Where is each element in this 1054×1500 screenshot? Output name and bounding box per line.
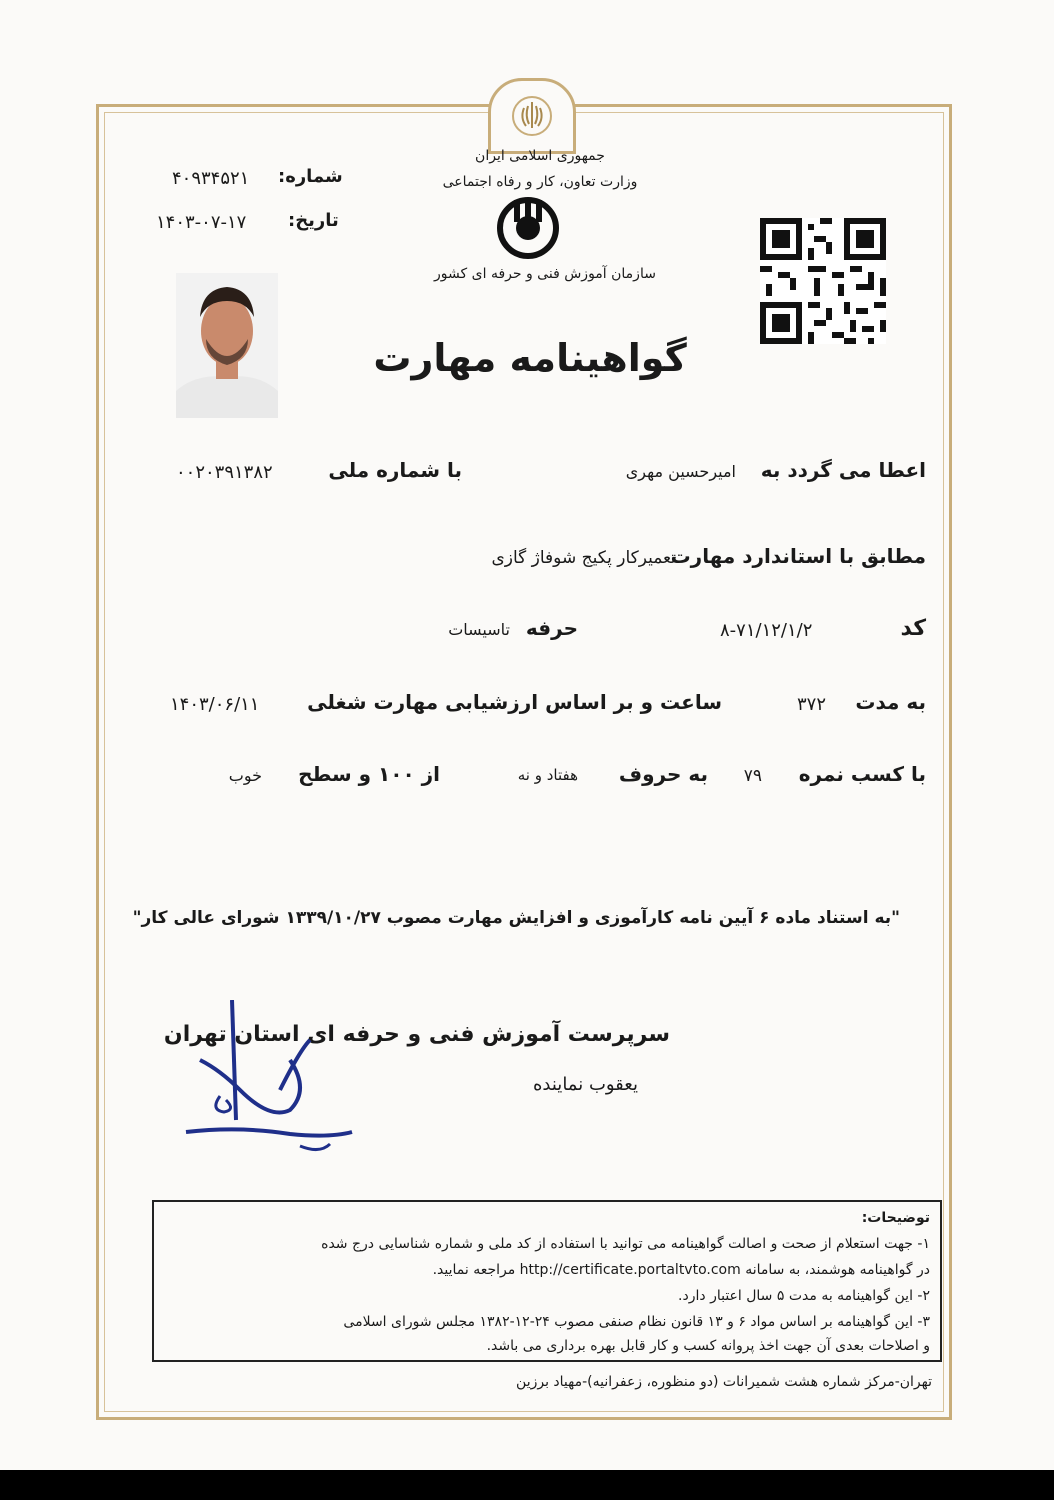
iran-emblem-icon [510,94,554,138]
tvto-logo-icon [488,196,568,260]
code-label: کد [900,616,926,641]
out-of-label: از ۱۰۰ و سطح [298,762,440,786]
signature [180,1000,360,1160]
note-line-5: و اصلاحات بعدی آن جهت اخذ پروانه کسب و کار قابل بهره برداری می باشد. [486,1338,930,1354]
profession-value: تاسیسات [448,620,510,639]
granted-label: اعطا می گردد به [760,458,926,482]
standard-value: تعمیرکار پکیج شوفاژ گازی [491,548,676,568]
note-line-4: ۳- این گواهینامه بر اساس مواد ۶ و ۱۳ قانون نظام صنفی مصوب ۲۴-۱۲-۱۳۸۲ مجلس شورای اسلامی [343,1314,930,1330]
qr-code [760,218,886,344]
score-label: با کسب نمره [798,762,926,786]
number-value: ۴۰۹۳۴۵۲۱ [172,168,250,189]
national-id-label: با شماره ملی [328,458,462,482]
hours-label: ساعت و بر اساس ارزشیابی مهارت شغلی [307,690,722,714]
in-words-label: به حروف [618,762,708,786]
iran-emblem [488,78,576,154]
note-line-1: ۱- جهت استعلام از صحت و اصالت گواهینامه می توانید با استفاده از کد ملی و شماره شناسایی درج شده [321,1236,930,1252]
code-value: ۸-۷۱/۱۲/۱/۲ [720,620,813,641]
date-value: ۱۴۰۳-۰۷-۱۷ [156,212,247,233]
note-line-3: ۲- این گواهینامه به مدت ۵ سال اعتبار دارد. [678,1288,930,1304]
standard-label: مطابق با استاندارد مهارت [670,544,926,568]
date-label: تاریخ: [288,210,339,231]
national-id-value: ۰۰۲۰۳۹۱۳۸۲ [176,462,273,483]
holder-name: امیرحسین مهری [625,462,736,481]
level-value: خوب [228,766,262,785]
in-words-value: هفتاد و نه [517,766,578,784]
holder-photo [176,273,278,418]
bottom-bar [0,1470,1054,1500]
ministry-name: وزارت تعاون، کار و رفاه اجتماعی [442,174,638,190]
number-label: شماره: [278,166,343,187]
certificate-title: گواهینامه مهارت [373,336,687,380]
duration-label: به مدت [855,690,926,714]
note-line-2: در گواهینامه هوشمند، به سامانه http://certificate.portaltvto.com مراجعه نمایید. [432,1262,930,1278]
signatory-title: سرپرست آموزش فنی و حرفه ای استان تهران [163,1022,670,1047]
notes-box [152,1200,942,1362]
profession-label: حرفه [525,616,578,640]
regulation-text: "به استناد ماده ۶ آیین نامه کارآموزی و افزایش مهارت مصوب ۱۳۳۹/۱۰/۲۷ شورای عالی کار" [132,908,900,928]
duration-value: ۳۷۲ [796,694,826,715]
evaluation-date: ۱۴۰۳/۰۶/۱۱ [170,694,260,715]
organization-name: سازمان آموزش فنی و حرفه ای کشور [434,266,656,282]
notes-heading: توضیحات: [861,1210,930,1226]
address-text: تهران-مرکز شماره هشت شمیرانات (دو منظوره، زعفرانیه)-مهیاد برزین [516,1374,932,1390]
signatory-name: یعقوب نماینده [533,1074,638,1095]
country-name: جمهوری اسلامی ایران [475,148,605,164]
score-value: ۷۹ [743,766,762,786]
